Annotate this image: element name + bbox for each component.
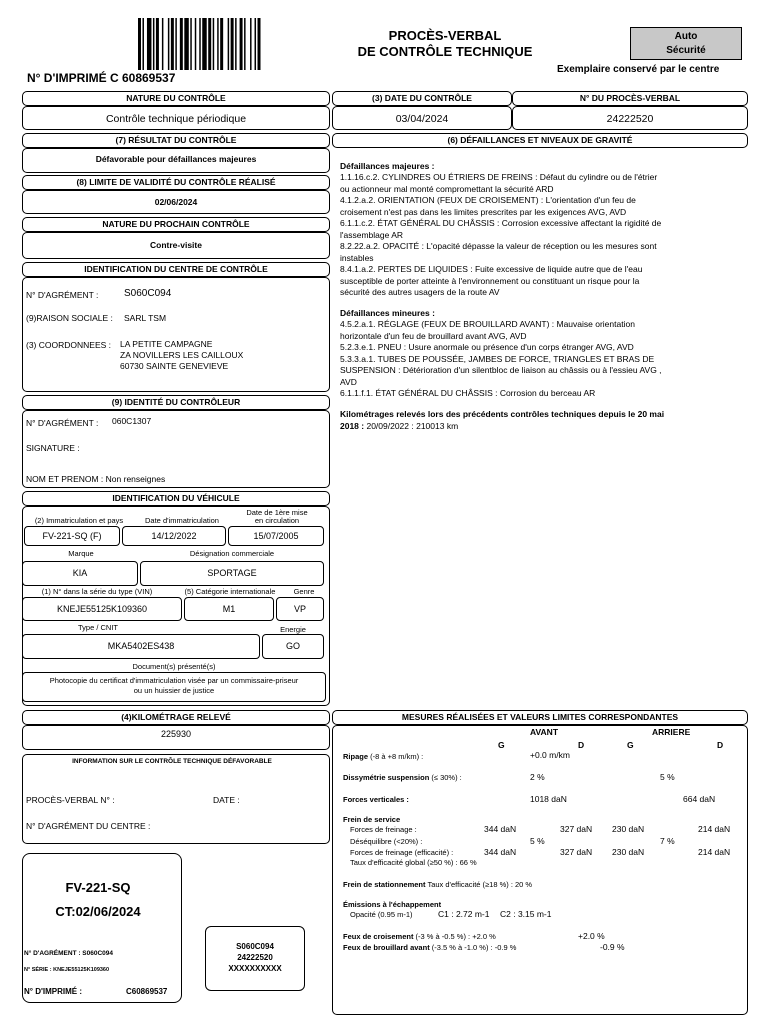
date-header: (3) DATE DU CONTRÔLE bbox=[332, 91, 512, 106]
info-date-label: DATE : bbox=[213, 795, 240, 805]
defect-line: 4.1.2.a.2. ORIENTATION (FEUX DE CROISEMENT) : L'orientation d'un feu de bbox=[340, 195, 636, 205]
croisement-row bbox=[343, 932, 496, 941]
deseq-arriere: 7 % bbox=[660, 836, 675, 846]
date-circ-value: 15/07/2005 bbox=[228, 526, 324, 546]
arriere-label: ARRIERE bbox=[652, 727, 691, 737]
mesures-box bbox=[332, 725, 748, 1015]
emissions-label: Émissions à l'échappement bbox=[343, 900, 442, 909]
defect-line: croisement n'est pas dans les limites prescrites par les exigences AVG, AVD bbox=[340, 206, 627, 217]
barcode-bar bbox=[202, 18, 206, 70]
date-immat-value: 14/12/2022 bbox=[122, 526, 226, 546]
date-circ-label-1: Date de 1ère mise bbox=[246, 508, 308, 517]
fe-avant-g: 344 daN bbox=[484, 847, 517, 857]
centre-raison: SARL TSM bbox=[124, 313, 167, 323]
barcode-bar bbox=[153, 18, 154, 70]
defect-line: l'assemblage AR bbox=[340, 229, 404, 240]
defect-line: SUSPENSION : Détérioration d'un silentbloc de liaison au châssis ou à l'essieu AVG , bbox=[340, 365, 662, 375]
forces-eff-label: Forces de freinage (efficacité) : bbox=[350, 848, 454, 857]
ripage-limit: (-8 à +8 m/km) : bbox=[368, 752, 424, 761]
defect-line: 8.2.22.a.2. OPACITÉ : L'opacité dépasse la valeur de réception ou les mesures sont bbox=[340, 241, 657, 251]
barcode-bar bbox=[162, 18, 163, 70]
vin-value: KNEJE55125K109360 bbox=[22, 597, 182, 621]
ff-arriere-g: 230 daN bbox=[612, 824, 645, 834]
designation-value: SPORTAGE bbox=[140, 561, 324, 586]
sticker-ct: CT:02/06/2024 bbox=[55, 904, 141, 919]
croisement-value: (-3 % à -0.5 %) : +2.0 % bbox=[413, 932, 496, 941]
barcode-bar bbox=[240, 18, 243, 70]
brouillard-value: (-3.5 % à -1.0 %) : -0.9 % bbox=[429, 943, 517, 952]
immat-label: (2) Immatriculation et pays bbox=[34, 516, 124, 525]
dissym-row bbox=[343, 773, 462, 782]
barcode-bar bbox=[138, 18, 141, 70]
barcode-bar bbox=[199, 18, 200, 70]
forces-v-label: Forces verticales : bbox=[343, 795, 409, 804]
centre-coord-label: (3) COORDONNEES : bbox=[26, 340, 112, 350]
marque-value: KIA bbox=[22, 561, 138, 586]
barcode-bar bbox=[235, 18, 236, 70]
defect-line: 6.1.1.f.1. ÉTAT GÉNÉRAL DU CHÂSSIS : Corrosion du berceau AR bbox=[340, 388, 596, 398]
info-agrement-label: N° D'AGRÉMENT DU CENTRE : bbox=[26, 821, 151, 831]
genre-value: VP bbox=[276, 597, 324, 621]
defect-line: 4.5.2.a.1. RÉGLAGE (FEUX DE BROUILLARD AVANT) : Mauvaise orientation bbox=[340, 319, 635, 329]
arriere-d: D bbox=[717, 740, 724, 750]
title-line-1: PROCÈS-VERBAL bbox=[388, 28, 502, 43]
arriere-g: G bbox=[627, 740, 634, 750]
majeures-list bbox=[340, 172, 740, 299]
badge-line-2: Sécurité bbox=[666, 45, 706, 56]
pv-header: N° DU PROCÈS-VERBAL bbox=[512, 91, 748, 106]
stationnement-row bbox=[343, 880, 532, 889]
defect-line: 5.3.3.a.1. TUBES DE POUSSÉE, JAMBES DE FORCE, TRIANGLES ET BRAS DE bbox=[340, 353, 655, 364]
forces-v-arriere: 664 daN bbox=[683, 794, 716, 804]
centre-header: IDENTIFICATION DU CENTRE DE CONTRÔLE bbox=[22, 262, 330, 277]
barcode-bar bbox=[244, 18, 245, 70]
km-header: (4)KILOMÉTRAGE RELEVÉ bbox=[22, 710, 330, 725]
centre-raison-label: (9)RAISON SOCIALE : bbox=[26, 313, 113, 323]
centre-addr1: LA PETITE CAMPAGNE bbox=[120, 339, 213, 349]
barcode-bar bbox=[231, 18, 234, 70]
barcode-bar bbox=[255, 18, 256, 70]
brouillard-label: Feux de brouillard avant bbox=[343, 943, 430, 952]
barcode-bar bbox=[190, 18, 191, 70]
barcode-bar bbox=[142, 18, 143, 70]
defaillances-header: (6) DÉFAILLANCES ET NIVEAUX DE GRAVITÉ bbox=[332, 133, 748, 148]
barcode-bar bbox=[208, 18, 211, 70]
taux-efficacite: Taux d'efficacité global (≥50 %) : 66 % bbox=[350, 858, 477, 867]
prochain-header: NATURE DU PROCHAIN CONTRÔLE bbox=[22, 217, 330, 232]
croisement-label: Feux de croisement bbox=[343, 932, 414, 941]
barcode-bar bbox=[217, 18, 218, 70]
energie-label: Energie bbox=[280, 625, 306, 634]
info-defav-header: INFORMATION SUR LE CONTRÔLE TECHNIQUE DÉFAVORABLE bbox=[72, 758, 272, 765]
barcode-bar bbox=[180, 18, 183, 70]
ripage-value: +0.0 m/km bbox=[530, 750, 570, 760]
controleur-nom: NOM ET PRENOM : Non renseignes bbox=[26, 474, 166, 484]
forces-v-avant: 1018 daN bbox=[530, 794, 567, 804]
defect-line: 5.2.3.e.1. PNEU : Usure anormale ou présence d'un corps étranger AVG, AVD bbox=[340, 342, 634, 352]
document-title bbox=[330, 28, 560, 60]
ff-avant-g: 344 daN bbox=[484, 824, 517, 834]
ff-arriere-d: 214 daN bbox=[698, 824, 731, 834]
barcode-bar bbox=[213, 18, 214, 70]
barcode-bar bbox=[250, 18, 251, 70]
docs-line-2: ou un huissier de justice bbox=[133, 686, 215, 695]
prochain-value: Contre-visite bbox=[22, 232, 330, 259]
majeures-title: Défaillances majeures : bbox=[340, 161, 435, 171]
limite-header: (8) LIMITE DE VALIDITÉ DU CONTRÔLE RÉALISÉ bbox=[22, 175, 330, 190]
barcode-bar bbox=[147, 18, 151, 70]
defect-line: 8.4.1.a.2. PERTES DE LIQUIDES : Fuite excessive de liquide autre que de l'eau bbox=[340, 264, 643, 274]
defect-line: AVD bbox=[340, 376, 357, 387]
defect-line: susceptible de porter atteinte à l'environnement ou constituant un risque pour la bbox=[340, 275, 640, 286]
km-entry: 20/09/2022 : 210013 km bbox=[364, 420, 459, 431]
brouillard-d: -0.9 % bbox=[600, 942, 625, 952]
centre-addr2: ZA NOVILLERS LES CAILLOUX bbox=[120, 350, 244, 360]
barcode-bar bbox=[168, 18, 169, 70]
sticker-imprime: C60869537 bbox=[126, 987, 168, 996]
ripage-label: Ripage bbox=[343, 752, 369, 761]
croisement-d: +2.0 % bbox=[578, 931, 605, 941]
copy-note: Exemplaire conservé par le centre bbox=[557, 64, 720, 75]
date-circ-label bbox=[232, 509, 322, 525]
forces-freinage-label: Forces de freinage : bbox=[350, 825, 417, 834]
centre-agrement: S060C094 bbox=[124, 288, 172, 299]
imprime-number: N° D'IMPRIMÉ C 60869537 bbox=[27, 71, 176, 85]
defect-line: 6.1.1.c.2. ÉTAT GÉNÉRAL DU CHÂSSIS : Corrosion excessive affectant la rigidité de bbox=[340, 218, 662, 228]
opacite-c2: C2 : 3.15 m-1 bbox=[500, 909, 552, 919]
defect-line: sécurité des autres usagers de la route AV bbox=[340, 287, 500, 297]
auto-securite-badge bbox=[630, 27, 742, 60]
nature-header: NATURE DU CONTRÔLE bbox=[22, 91, 330, 106]
type-value: MKA5402ES438 bbox=[22, 634, 260, 659]
dissym-label: Dissymétrie suspension bbox=[343, 773, 430, 782]
signature-label: SIGNATURE : bbox=[26, 443, 80, 453]
avant-label: AVANT bbox=[530, 727, 559, 737]
date-circ-label-2: en circulation bbox=[254, 516, 300, 525]
vin-label: (1) N° dans la série du type (VIN) bbox=[41, 587, 153, 596]
stationnement-value: Taux d'efficacité (≥18 %) : 20 % bbox=[425, 880, 533, 889]
categorie-label: (5) Catégorie internationale bbox=[184, 587, 276, 596]
desequilibre-label: Déséquilibre (<20%) : bbox=[350, 837, 423, 846]
km-value: 225930 bbox=[22, 725, 330, 750]
deseq-avant: 5 % bbox=[530, 836, 545, 846]
info-pv-label: PROCÈS-VERBAL N° : bbox=[26, 795, 115, 805]
marque-label: Marque bbox=[68, 549, 94, 558]
energie-value: GO bbox=[262, 634, 324, 659]
frein-service-label: Frein de service bbox=[343, 815, 401, 824]
limite-value: 02/06/2024 bbox=[22, 190, 330, 214]
date-immat-label: Date d'immatriculation bbox=[145, 516, 219, 525]
sticker-imprime-label: N° D'IMPRIMÉ : bbox=[24, 987, 82, 996]
stamp-line-2: 24222520 bbox=[237, 953, 273, 962]
km-history bbox=[340, 409, 740, 432]
opacite-c1: C1 : 2.72 m-1 bbox=[438, 909, 490, 919]
sticker-agrement: N° D'AGRÉMENT : S060C094 bbox=[24, 950, 114, 957]
defect-line: horizontale d'un feu de brouillard avant AVG, AVD bbox=[340, 330, 527, 341]
km-line-1: Kilométrages relevés lors des précédents contrôles techniques depuis le 20 mai bbox=[340, 409, 665, 419]
controleur-agrement: 060C1307 bbox=[112, 416, 152, 426]
title-line-2: DE CONTRÔLE TECHNIQUE bbox=[357, 44, 533, 59]
fe-arriere-g: 230 daN bbox=[612, 847, 645, 857]
barcode-bar bbox=[175, 18, 176, 70]
stamp-line-3: XXXXXXXXXX bbox=[228, 964, 282, 973]
date-value: 03/04/2024 bbox=[332, 106, 512, 130]
ripage-row bbox=[343, 752, 423, 761]
barcode bbox=[138, 18, 262, 70]
barcode-bar bbox=[228, 18, 229, 70]
categorie-value: M1 bbox=[184, 597, 274, 621]
defect-line: ou actionneur mal monté compromettant la sécurité ARD bbox=[340, 183, 554, 194]
mineures-title: Défaillances mineures : bbox=[340, 308, 435, 318]
sticker-plate: FV-221-SQ bbox=[65, 880, 131, 895]
dissym-avant: 2 % bbox=[530, 772, 545, 782]
avant-d: D bbox=[578, 740, 585, 750]
sticker-box bbox=[22, 853, 182, 1003]
ff-avant-d: 327 daN bbox=[560, 824, 593, 834]
barcode-bar bbox=[171, 18, 174, 70]
immat-value: FV-221-SQ (F) bbox=[24, 526, 120, 546]
fe-arriere-d: 214 daN bbox=[698, 847, 731, 857]
barcode-bar bbox=[258, 18, 261, 70]
brouillard-row bbox=[343, 943, 516, 952]
barcode-bar bbox=[195, 18, 196, 70]
dissym-limit: (≤ 30%) : bbox=[429, 773, 462, 782]
mineures-list bbox=[340, 319, 740, 400]
resultat-value: Défavorable pour défaillances majeures bbox=[22, 148, 330, 173]
stamp-line-1: S060C094 bbox=[236, 942, 274, 951]
defect-line: instables bbox=[340, 252, 374, 263]
fe-avant-d: 327 daN bbox=[560, 847, 593, 857]
sticker-serie: N° SÉRIE : KNEJE55125K109360 bbox=[24, 967, 110, 973]
centre-agrement-label: N° D'AGRÉMENT : bbox=[26, 290, 99, 300]
genre-label: Genre bbox=[293, 587, 315, 596]
vehicule-header: IDENTIFICATION DU VÉHICULE bbox=[22, 491, 330, 506]
stamp-box bbox=[205, 926, 305, 991]
barcode-bar bbox=[156, 18, 159, 70]
docs-line-1: Photocopie du certificat d'immatriculation visée par un commissaire-priseur bbox=[49, 676, 299, 685]
dissym-arriere: 5 % bbox=[660, 772, 675, 782]
controleur-header: (9) IDENTITÉ DU CONTRÔLEUR bbox=[22, 395, 330, 410]
docs-label: Document(s) présenté(s) bbox=[132, 662, 216, 671]
barcode-bar bbox=[184, 18, 188, 70]
km-year: 2018 : bbox=[340, 420, 365, 431]
nature-value: Contrôle technique périodique bbox=[22, 106, 330, 130]
centre-addr3: 60730 SAINTE GENEVIEVE bbox=[120, 361, 229, 371]
km-line-2 bbox=[340, 421, 740, 433]
docs-value bbox=[22, 672, 326, 702]
mesures-header: MESURES RÉALISÉES ET VALEURS LIMITES CORRESPONDANTES bbox=[332, 710, 748, 725]
badge-line-1: Auto bbox=[674, 31, 698, 42]
designation-label: Désignation commerciale bbox=[189, 549, 275, 558]
resultat-header: (7) RÉSULTAT DU CONTRÔLE bbox=[22, 133, 330, 148]
barcode-bar bbox=[220, 18, 223, 70]
stationnement-label: Frein de stationnement bbox=[343, 880, 426, 889]
defect-line: 1.1.16.c.2. CYLINDRES OU ÉTRIERS DE FREINS : Défaut du cylindre ou de l'étrier bbox=[340, 172, 658, 182]
controleur-agrement-label: N° D'AGRÉMENT : bbox=[26, 418, 99, 428]
avant-g: G bbox=[498, 740, 505, 750]
type-label: Type / CNIT bbox=[77, 623, 118, 632]
pv-value: 24222520 bbox=[512, 106, 748, 130]
opacite-label: Opacité (0.95 m-1) bbox=[350, 910, 413, 919]
